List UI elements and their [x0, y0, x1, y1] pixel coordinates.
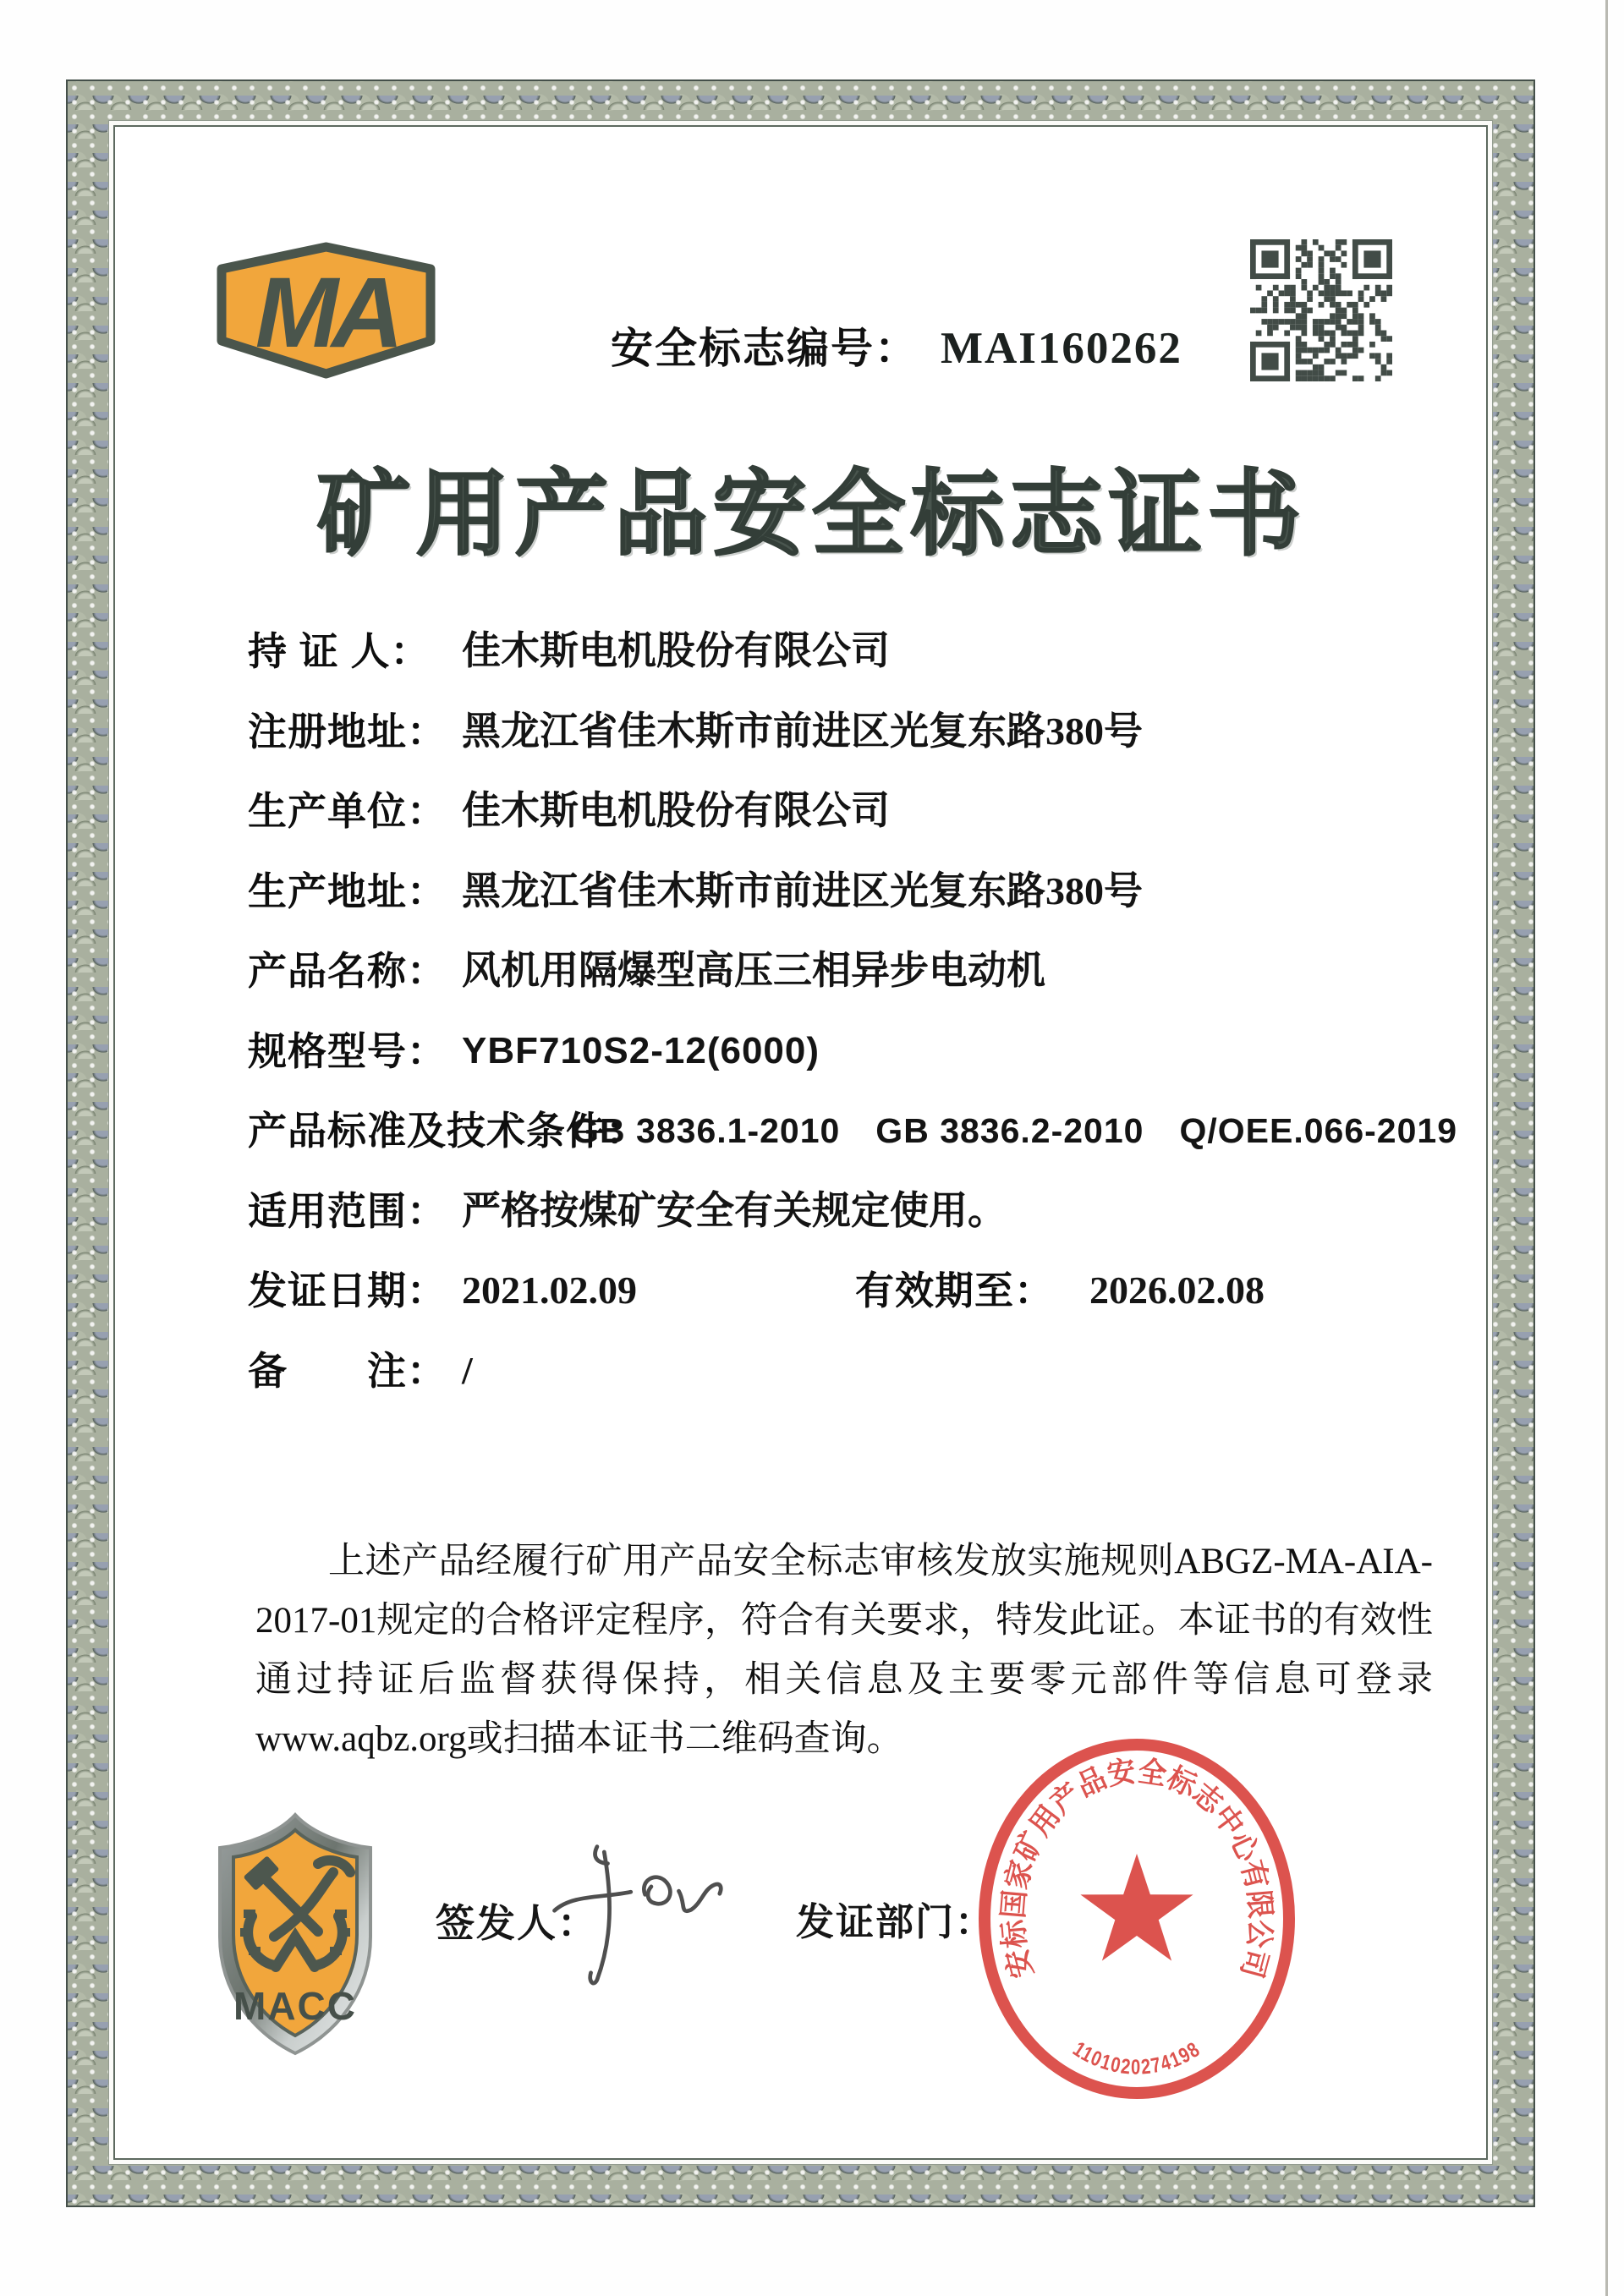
qr-code: [1250, 239, 1392, 381]
field-label: 注册地址：: [248, 709, 447, 753]
field-label: 生产地址：: [248, 869, 447, 913]
field-row-standards: [248, 1105, 1457, 1186]
field-row-registered-address: [248, 706, 1457, 786]
seal-star: [1080, 1854, 1193, 1961]
field-label: 持 证 人：: [248, 629, 431, 673]
issue-date-label: 发证日期：: [248, 1269, 447, 1312]
field-value: YBF710S2-12(6000): [462, 1029, 820, 1071]
field-row-issue-date: [248, 1265, 1457, 1345]
certificate-number-value: MAI160262: [941, 324, 1182, 373]
field-value: 黑龙江省佳木斯市前进区光复东路380号: [462, 869, 1143, 912]
field-row-product-name: [248, 945, 1457, 1026]
seal-company-text: 安标国家矿用产品安全标志中心有限公司: [996, 1754, 1277, 1983]
certificate-title: 矿用产品安全标志证书: [317, 463, 1307, 567]
official-red-seal: [973, 1735, 1301, 2101]
macc-shield-logo: [193, 1808, 398, 2067]
remark-value: /: [462, 1348, 473, 1392]
field-row-remark: [248, 1345, 1457, 1426]
field-table: [248, 626, 1457, 1425]
signer-label: 签发人：: [436, 1901, 598, 1945]
field-label: 产品标准及技术条件：: [248, 1109, 645, 1153]
field-row-production-address: [248, 866, 1457, 946]
field-label: 产品名称：: [248, 949, 447, 993]
issue-date-value: 2021.02.09: [462, 1269, 637, 1312]
seal-number-text: 1101020274198: [1068, 2036, 1208, 2080]
remark-label: 备 注：: [248, 1348, 447, 1393]
field-value: GB 3836.1-2010 GB 3836.2-2010 Q/OEE.066-2019: [572, 1111, 1457, 1150]
field-label: 生产单位：: [248, 789, 447, 833]
valid-until-value: 2026.02.08: [1089, 1269, 1265, 1312]
ma-letters: MA: [255, 257, 398, 369]
certificate-number-row: [611, 315, 1182, 375]
field-row-model: [248, 1026, 1457, 1106]
scan-page-edge-line: [1605, 0, 1608, 2296]
field-row-scope: [248, 1186, 1457, 1266]
field-value: 严格按煤矿安全有关规定使用。: [462, 1188, 1007, 1232]
field-value: 佳木斯电机股份有限公司: [462, 629, 890, 672]
field-value: 风机用隔爆型高压三相异步电动机: [462, 949, 1045, 992]
field-value: 黑龙江省佳木斯市前进区光复东路380号: [462, 709, 1143, 753]
certificate-number-label: 安全标志编号：: [611, 325, 919, 372]
field-label: 适用范围：: [248, 1188, 447, 1233]
valid-until-label: 有效期至：: [855, 1269, 1054, 1312]
ma-safety-mark-icon: [206, 242, 446, 379]
signature-handwriting: [546, 1837, 723, 1993]
field-row-manufacturer: [248, 786, 1457, 866]
macc-letters: MACC: [233, 1984, 357, 2028]
field-value: 佳木斯电机股份有限公司: [462, 789, 890, 832]
svg-text:1101020274198: [1068, 2036, 1208, 2080]
field-row-certificate-holder: [248, 626, 1457, 706]
certificate-statement: 上述产品经履行矿用产品安全标志审核发放实施规则ABGZ-MA-AIA-2017-01规定的合格评定程序，符合有关要求，特发此证。本证书的有效性通过持证后监督获得保持，相关信息及主要零元部件等信息可登录www.aqbz.org或扫描本证书二维码查询。: [255, 1542, 1433, 1759]
field-label: 规格型号：: [248, 1028, 447, 1073]
issuer-label: 发证部门：: [796, 1900, 996, 1943]
